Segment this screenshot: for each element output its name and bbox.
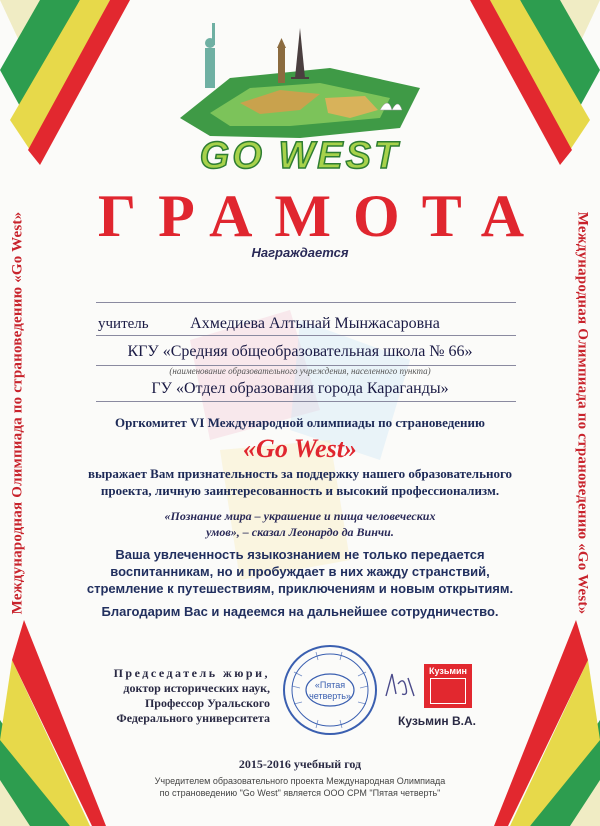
signature [382,666,422,706]
awarded-label: Награждается [251,245,349,260]
svg-text:«Пятая: «Пятая [314,680,346,690]
recipient-name-line [96,335,516,336]
signer-name: Кузьмин В.А. [398,714,477,728]
leonardo-quote: «Познание мира – украшение и пища человеческих умов», – сказал Леонардо да Винчи. [164,509,436,539]
side-text-left: Международная Олимпиада по страноведению «Go West» [9,211,26,615]
go-west-logo-text: GO WEST [199,135,401,177]
recipient-role: учитель [98,316,149,332]
department-line [96,401,516,402]
blank-line [96,302,516,303]
gratitude-text: выражает Вам признательность за поддержку нашего образовательного проекта, личную заинтересованность и высокий профессионализм. [87,466,513,498]
passion-text: Ваша увлеченность языкознанием не только передается воспитанникам, но и пробуждает в них жажду странствий, стремление к путешествиям, приключениям и новым открытиям. [86,547,514,596]
certificate-title: ГРАМОТА [97,183,547,249]
svg-text:четверть»: четверть» [309,691,351,701]
founder-note: Учредителем образовательного проекта Международная Олимпиада по страноведению "Go West" является ООО СРМ "Пятая четверть" [154,776,446,798]
orgcommittee-text: Оргкомитет VI Международной олимпиады по страноведению [115,415,485,430]
go-west-logo [150,18,450,178]
side-text-right: Международная Олимпиада по страноведению «Go West» [574,211,591,615]
official-stamp [280,642,380,738]
recipient-school: КГУ «Средняя общеобразовательная школа № 66» [127,343,473,360]
olympiad-name: «Go West» [243,434,357,463]
recipient-department: ГУ «Отдел образования города Караганды» [151,380,449,397]
chairman-block: Председатель жюри, доктор исторических наук, Профессор Уральского Федерального университета [113,666,270,725]
school-field-note: (наименование образовательного учреждения, населенного пункта) [169,366,431,376]
recipient-name: Ахмедиева Алтынай Мынжасаровна [190,315,440,332]
corner-decoration-top-left [0,0,140,170]
thanks-text: Благодарим Вас и надеемся на дальнейшее сотрудничество. [101,604,499,619]
kuzmin-badge: Кузьмин [424,664,472,708]
academic-year: 2015-2016 учебный год [238,757,362,771]
corner-decoration-top-right [460,0,600,170]
